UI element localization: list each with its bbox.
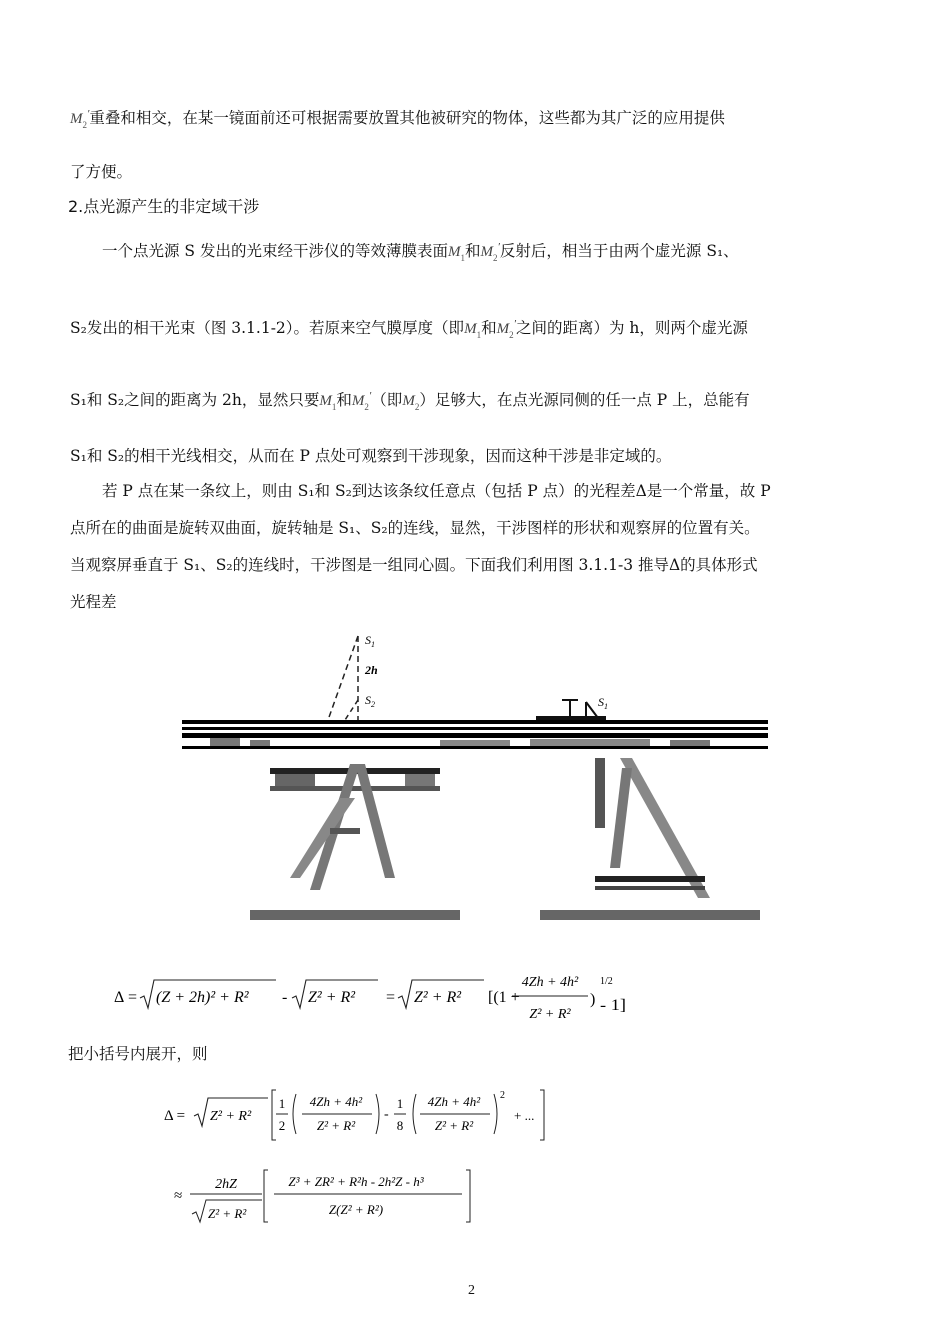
equation-2	[160, 1086, 560, 1146]
svg-text:): )	[590, 991, 596, 1008]
symbol-m1: $M_1$	[319, 393, 337, 412]
paragraph-3-line-1: 若 P 点在某一条纹上，则由 S₁和 S₂到达该条纹任意点（包括 P 点）的光程差Δ是一个常量，故 P	[102, 482, 771, 500]
symbol-m1: $M_1$	[447, 244, 465, 263]
svg-text:Z² + R²: Z² + R²	[434, 1118, 474, 1133]
eq1-fraction-den: Z² + R²	[529, 1007, 571, 1022]
svg-text:- 1]: - 1]	[600, 997, 626, 1014]
equation-3	[170, 1166, 490, 1228]
figure-captions	[250, 910, 760, 920]
label-s2: $S_2$	[365, 693, 375, 709]
svg-text:4Zh + 4h²: 4Zh + 4h²	[309, 1094, 363, 1109]
svg-text:=: =	[386, 989, 396, 1006]
symbol-m2-prime: $M_2'$	[480, 241, 500, 263]
eq1-exponent: 1/2	[600, 976, 613, 987]
svg-text:2: 2	[278, 1118, 286, 1133]
screen-bars	[182, 720, 768, 749]
section-heading: 2.点光源产生的非定域干涉	[68, 197, 260, 216]
svg-text:4Zh + 4h²: 4Zh + 4h²	[427, 1094, 481, 1109]
right-figure-body	[595, 758, 710, 898]
svg-text:8: 8	[396, 1118, 404, 1133]
eq1-term2: Z² + R²	[308, 989, 356, 1006]
svg-text:+ ...: + ...	[514, 1108, 535, 1123]
page-number: 2	[468, 1283, 475, 1298]
svg-text:Δ =: Δ =	[164, 1108, 186, 1124]
interference-figure	[180, 628, 780, 928]
expand-text: 把小括号内展开，则	[68, 1045, 208, 1063]
equation-1	[110, 966, 630, 1028]
paragraph-2-line-4: S₁和 S₂的相干光线相交，从而在 P 点处可观察到干涉现象，因而这种干涉是非定域的。	[70, 447, 672, 465]
svg-text:≈: ≈	[174, 1188, 183, 1204]
paragraph-1-line-1: $M_2'$重叠和相交，在某一镜面前还可根据需要放置其他被研究的物体，这些都为其广泛的应用提供	[70, 108, 725, 130]
paragraph-2-line-1: 一个点光源 S 发出的光束经干涉仪的等效薄膜表面$M_1$和$M_2'$反射后，相当于由两个虚光源 S₁、	[102, 241, 739, 263]
label-right-s1: $S_1$	[598, 695, 608, 711]
symbol-m1: $M_1$	[464, 321, 482, 340]
svg-text:-: -	[384, 1107, 389, 1122]
eq3-numerator: Z³ + ZR² + R²h - 2h²Z - h³	[288, 1174, 424, 1189]
eq1-term1: (Z + 2h)² + R²	[156, 989, 249, 1006]
paragraph-2-line-2: S₂发出的相干光束（图 3.1.1-2）。若原来空气膜厚度（即$M_1$和$M_2'$之间的距离）为 h，则两个虚光源	[70, 318, 748, 340]
svg-text:2hZ: 2hZ	[215, 1177, 237, 1192]
svg-text:[(1 +: [(1 +	[488, 989, 520, 1006]
paragraph-2-line-3: S₁和 S₂之间的距离为 2h，显然只要$M_1$和$M_2'$（即$M_2$）足够大，在点光源同侧的任一点 P 上，总能有	[70, 390, 750, 412]
svg-text:1: 1	[396, 1096, 404, 1111]
eq3-denominator: Z(Z² + R²)	[328, 1202, 384, 1217]
paragraph-3-line-2: 点所在的曲面是旋转双曲面，旋转轴是 S₁、S₂的连线，显然，干涉图样的形状和观察屏的位置有关。	[70, 519, 760, 537]
symbol-m2: $M_2$	[402, 393, 420, 412]
eq1-fraction-num: 4Zh + 4h²	[521, 975, 579, 990]
eq2-sqrt: Z² + R²	[210, 1109, 252, 1124]
svg-text:1: 1	[278, 1096, 286, 1111]
symbol-m2-prime: $M_2'$	[496, 318, 516, 340]
eq1-term3: Z² + R²	[414, 989, 462, 1006]
right-source-marker	[536, 700, 606, 720]
symbol-m2-prime: $M_2'$	[351, 390, 372, 412]
label-2h: 2h	[365, 663, 378, 677]
svg-text:Z² + R²: Z² + R²	[208, 1206, 247, 1221]
paragraph-3-line-3: 当观察屏垂直于 S₁、S₂的连线时，干涉图是一组同心圆。下面我们利用图 3.1.1-3 推导Δ的具体形式	[70, 556, 758, 574]
label-s1: $S_1$	[365, 633, 375, 649]
virtual-source-rays	[328, 636, 358, 720]
paragraph-1-line-2: 了方便。	[70, 163, 133, 181]
symbol-m2-prime: $M_2'$	[70, 108, 90, 130]
svg-text:=: =	[128, 989, 138, 1006]
svg-text:Δ: Δ	[114, 989, 125, 1006]
svg-text:2: 2	[500, 1090, 505, 1101]
paragraph-3-line-4: 光程差	[70, 593, 117, 611]
svg-text:-: -	[282, 989, 288, 1006]
left-figure-body	[270, 764, 440, 890]
svg-text:Z² + R²: Z² + R²	[316, 1118, 356, 1133]
